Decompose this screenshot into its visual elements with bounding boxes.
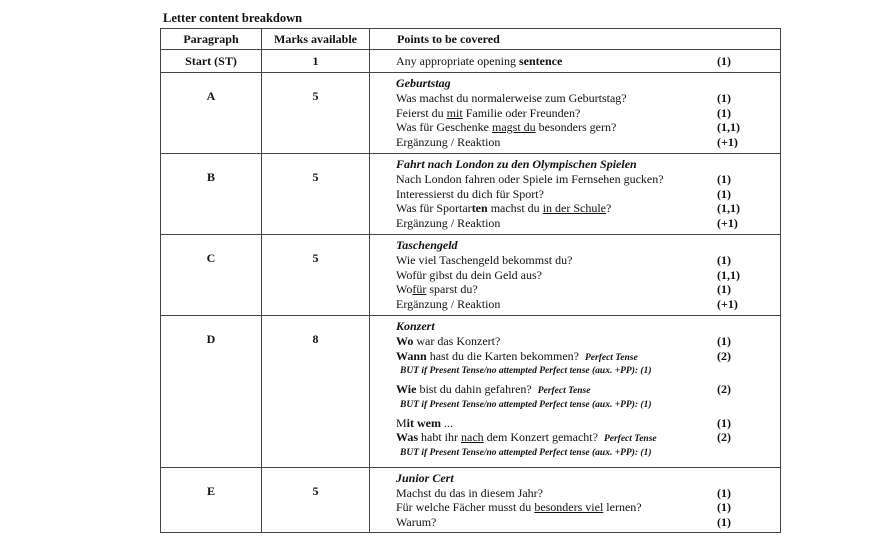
point-question: Was für Geschenke magst du besonders gern? — [396, 120, 617, 134]
point-question: Wofür gibst du dein Geld aus? — [396, 267, 543, 282]
point-line — [396, 297, 772, 312]
header-paragraph: Paragraph — [161, 29, 262, 50]
paragraph-cell — [161, 235, 262, 316]
points-list — [370, 316, 780, 467]
points-cell — [370, 235, 781, 316]
topic-heading: Fahrt nach London zu den Olympischen Spielen — [396, 157, 637, 171]
point-question: Was für Sportarten machst du in der Schule? — [396, 201, 612, 215]
marks-cell — [262, 316, 370, 468]
point-emphasis: Was — [396, 430, 419, 444]
point-marks: (1) — [717, 172, 731, 186]
point-marks: (+1) — [717, 134, 738, 149]
point-question: Was habt ihr nach dem Konzert gemacht? Perfect Tense — [396, 430, 657, 444]
point-line — [396, 282, 772, 297]
point-question: Feierst du mit Familie oder Freunden? — [396, 105, 581, 120]
point-marks: (1) — [717, 91, 731, 105]
marks-cell — [262, 154, 370, 235]
point-question: Any appropriate opening sentence — [396, 53, 563, 68]
point-line — [396, 253, 772, 268]
point-question: Nach London fahren oder Spiele im Fernsehen gucken? — [396, 172, 664, 186]
marks-value: 5 — [312, 483, 319, 498]
point-line — [396, 430, 772, 447]
point-question: Warum? — [396, 514, 437, 529]
point-line — [396, 416, 772, 431]
point-question: Ergänzung / Reaktion — [396, 215, 501, 230]
point-marks: (2) — [717, 430, 731, 444]
point-marks: (1) — [717, 186, 731, 201]
point-marks: (1) — [717, 334, 731, 348]
tense-rule: BUT if Present Tense/no attempted Perfect tense (aux. +PP): (1) — [400, 447, 652, 458]
point-marks: (1) — [717, 282, 731, 296]
point-marks: (+1) — [717, 296, 738, 311]
paragraph-label: D — [206, 332, 216, 346]
table-row — [161, 467, 781, 533]
point-emphasis: ten — [471, 201, 488, 215]
page-title: Letter content breakdown — [163, 11, 303, 25]
point-marks: (1) — [717, 485, 731, 500]
point-emphasis: Wann — [396, 348, 427, 363]
tense-rule: BUT if Present Tense/no attempted Perfect tense (aux. +PP): (1) — [400, 399, 652, 410]
marking-table — [160, 28, 781, 533]
point-line — [396, 500, 772, 515]
point-line — [396, 91, 772, 106]
point-line — [396, 349, 772, 366]
point-underline: magst du — [492, 120, 536, 134]
point-line — [396, 268, 772, 283]
paragraph-label: E — [206, 483, 215, 498]
point-marks: (1) — [717, 253, 731, 267]
point-marks: (1) — [717, 105, 731, 120]
paragraph-cell — [161, 154, 262, 235]
point-question: Wie viel Taschengeld bekommst du? — [396, 253, 573, 267]
point-question: Ergänzung / Reaktion — [396, 296, 501, 311]
table-body — [161, 50, 781, 533]
paragraph-label: A — [206, 89, 216, 103]
point-line — [396, 216, 772, 231]
table-header-row — [161, 29, 781, 50]
point-marks: (2) — [717, 382, 731, 396]
point-question: Machst du das in diesem Jahr? — [396, 485, 543, 500]
point-marks: (1) — [717, 514, 731, 529]
paragraph-cell — [161, 73, 262, 154]
point-marks: (1) — [717, 53, 731, 68]
point-line — [396, 515, 772, 530]
marks-cell — [262, 50, 370, 73]
point-underline: besonders viel — [534, 500, 604, 514]
points-list — [370, 73, 780, 153]
points-cell — [370, 154, 781, 235]
tense-note: Perfect Tense — [537, 386, 591, 396]
point-line — [396, 135, 772, 150]
point-marks: (1,1) — [717, 267, 740, 282]
point-question: Was machst du normalerweise zum Geburtstag? — [396, 91, 627, 105]
topic-heading: Junior Cert — [396, 470, 454, 485]
point-underline: für — [412, 282, 427, 296]
points-cell — [370, 316, 781, 468]
marks-cell — [262, 467, 370, 533]
point-underline: mit — [446, 105, 463, 120]
tense-note: Perfect Tense — [603, 434, 657, 444]
points-cell — [370, 50, 781, 73]
point-marks: (1,1) — [717, 201, 740, 215]
marks-value: 5 — [312, 251, 319, 265]
point-line — [396, 187, 772, 202]
marks-cell — [262, 235, 370, 316]
header-points: Points to be covered — [370, 29, 781, 50]
topic-heading: Konzert — [396, 319, 435, 333]
point-line — [396, 486, 772, 501]
paragraph-cell — [161, 50, 262, 73]
point-question: Interessierst du dich für Sport? — [396, 186, 544, 201]
paragraph-cell — [161, 467, 262, 533]
table-row — [161, 316, 781, 468]
header-marks: Marks available — [262, 29, 370, 50]
point-marks: (2) — [717, 348, 731, 363]
point-question: Wofür sparst du? — [396, 282, 478, 296]
point-emphasis: Wo — [396, 334, 414, 348]
points-cell — [370, 73, 781, 154]
point-question: Mit wem ... — [396, 415, 453, 430]
point-emphasis: it wem — [406, 415, 441, 430]
point-line — [396, 120, 772, 135]
point-line — [396, 201, 772, 216]
table-row — [161, 154, 781, 235]
marks-value: 5 — [312, 170, 319, 184]
table-row — [161, 73, 781, 154]
points-list — [370, 235, 780, 315]
point-marks: (1) — [717, 415, 731, 430]
points-cell — [370, 467, 781, 533]
point-question: Wo war das Konzert? — [396, 334, 501, 348]
point-underline: in der Schule — [542, 201, 607, 215]
marks-value: 8 — [312, 332, 319, 346]
table-row — [161, 235, 781, 316]
point-marks: (+1) — [717, 215, 738, 230]
marks-value: 5 — [312, 89, 319, 103]
paragraph-label: C — [206, 251, 216, 265]
paragraph-cell — [161, 316, 262, 468]
marks-value: 1 — [312, 53, 319, 68]
points-list — [370, 468, 780, 533]
point-underline: nach — [461, 430, 484, 444]
point-line — [396, 334, 772, 349]
point-question: Wann hast du die Karten bekommen? Perfect Tense — [396, 348, 638, 363]
paragraph-label: B — [206, 170, 215, 184]
topic-heading: Taschengeld — [396, 238, 458, 252]
point-question: Ergänzung / Reaktion — [396, 134, 501, 149]
points-list — [370, 154, 780, 234]
point-question: Wie bist du dahin gefahren? Perfect Tense — [396, 382, 591, 396]
topic-heading: Geburtstag — [396, 76, 451, 90]
tense-rule: BUT if Present Tense/no attempted Perfect tense (aux. +PP): (1) — [400, 366, 652, 376]
paragraph-label: Start (ST) — [185, 53, 237, 68]
point-emphasis: sentence — [518, 53, 563, 68]
point-question: Für welche Fächer musst du besonders viel lernen? — [396, 500, 642, 514]
point-line — [396, 382, 772, 399]
point-emphasis: Wie — [396, 382, 417, 396]
point-marks: (1) — [717, 500, 731, 514]
point-line — [396, 54, 772, 69]
point-line — [396, 172, 772, 187]
marks-cell — [262, 73, 370, 154]
tense-note: Perfect Tense — [584, 352, 638, 363]
points-list — [370, 51, 780, 72]
point-marks: (1,1) — [717, 120, 740, 134]
point-line — [396, 106, 772, 121]
table-row — [161, 50, 781, 73]
